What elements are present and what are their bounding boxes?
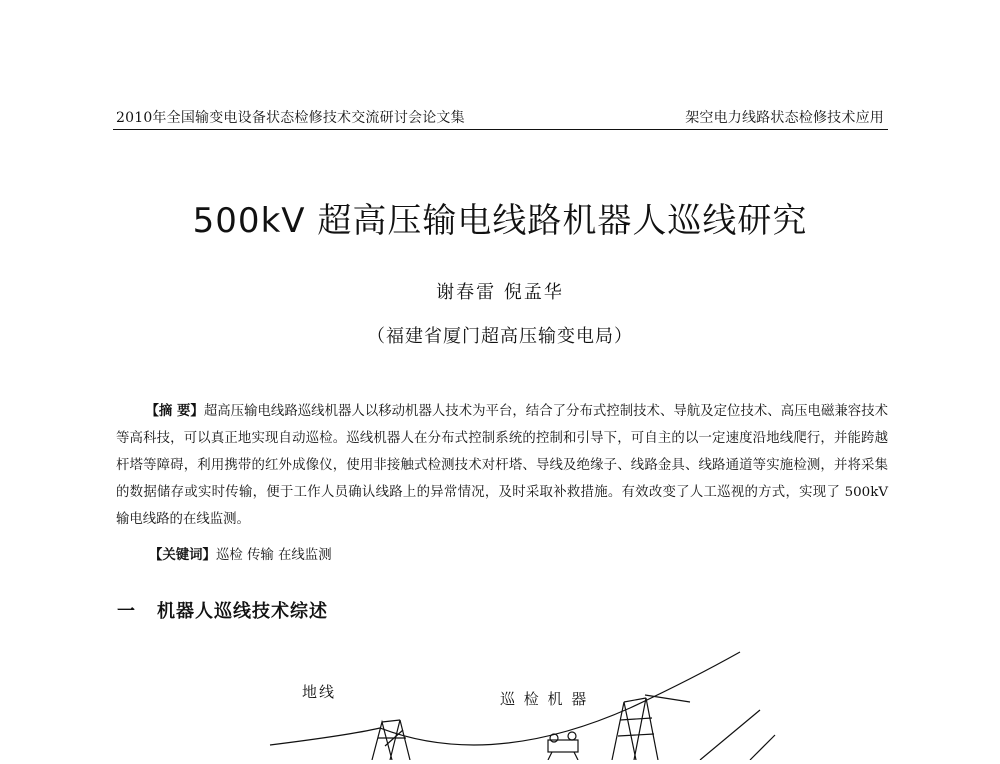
robot-figure [250, 640, 810, 760]
header-rule [113, 129, 888, 130]
paper-title: 500kV 超高压输电线路机器人巡线研究 [192, 201, 808, 241]
running-header-left: 2010年全国输变电设备状态检修技术交流研讨会论文集 [116, 110, 465, 126]
authors: 谢春雷 倪孟华 [436, 282, 564, 303]
affiliation: （福建省厦门超高压输变电局） [367, 326, 633, 347]
abstract-label: 【摘 要】 [145, 403, 204, 419]
left-tower [372, 720, 410, 760]
tower-arm-line [645, 695, 690, 702]
section-heading [117, 597, 328, 623]
section-number: 一 [117, 601, 136, 622]
section-title: 机器人巡线技术综述 [157, 601, 328, 622]
keywords-text: 巡检 传输 在线监测 [215, 548, 332, 563]
conductor-line [700, 710, 760, 760]
abstract [116, 398, 888, 533]
inspection-robot [548, 732, 578, 760]
keywords [149, 542, 332, 569]
abstract-text: 超高压输电线路巡线机器人以移动机器人技术为平台，结合了分布式控制技术、导航及定位技术、高压电磁兼容技术等高科技，可以真正地实现自动巡检。巡线机器人在分布式控制系统的控制和引导下，可自主的以一定速度沿地线爬行，并能跨越杆塔等障碍，利用携带的红外成像仪，使用非接触式检测技术对杆塔、导线及绝缘子、线路金具、线路通道等实施检测，并将采集的数据储存或实时传输，便于工作人员确认线路上的异常情况，及时采取补救措施。有效改变了人工巡视的方式，实现了 500kV 输电线路的在线监测。 [116, 404, 888, 527]
robot-label: 巡 检 机 器 [500, 690, 589, 708]
conductor-line [750, 735, 775, 760]
right-tower [612, 698, 658, 760]
ground-wire-label: 地线 [302, 683, 337, 701]
keywords-label: 【关键词】 [149, 547, 216, 563]
running-header-right: 架空电力线路状态检修技术应用 [685, 110, 884, 126]
